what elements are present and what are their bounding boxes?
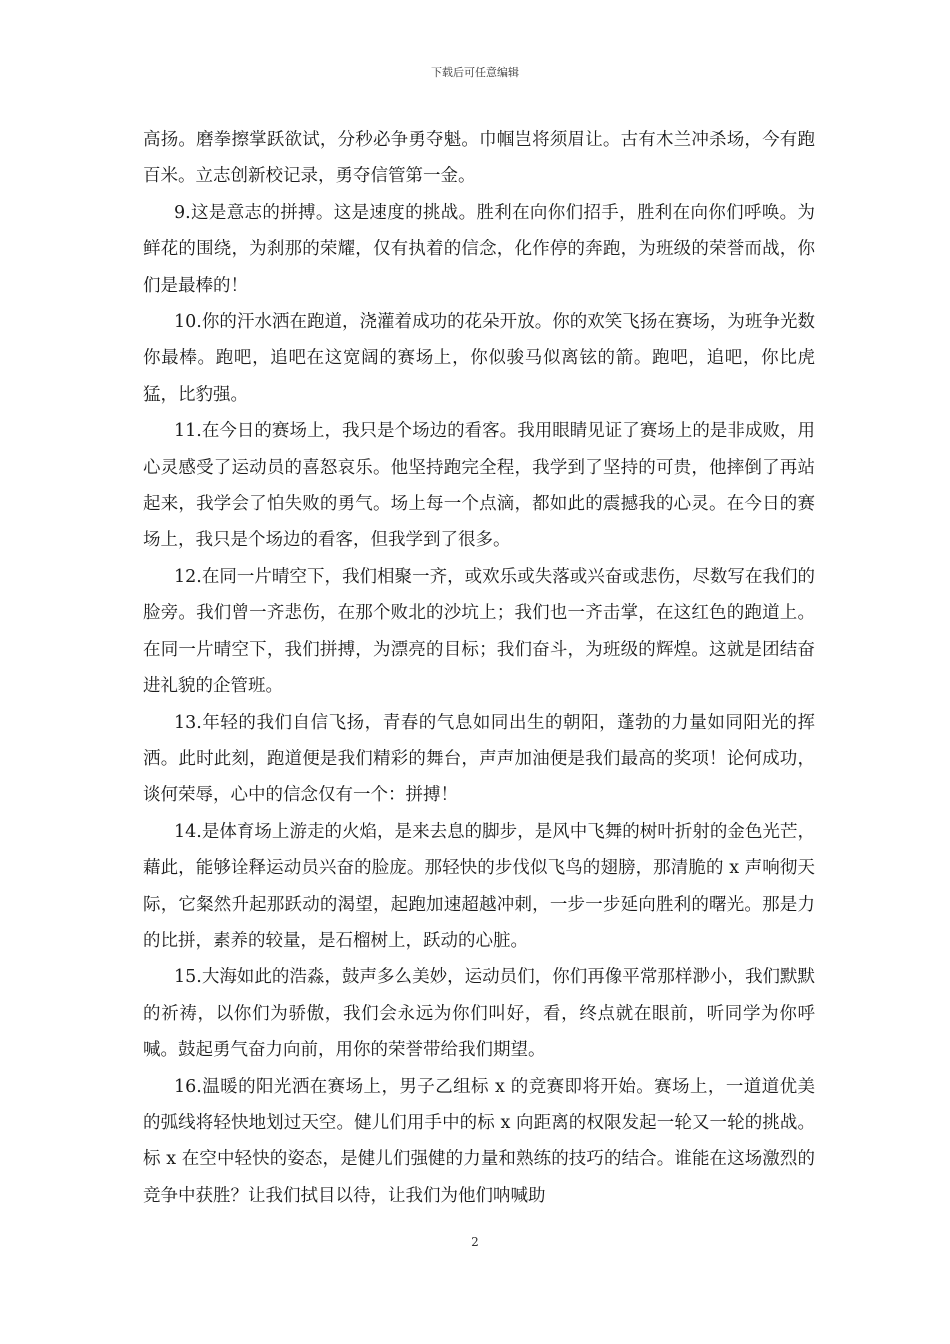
- paragraph: 13.年轻的我们自信飞扬，青春的气息如同出生的朝阳，蓬勃的力量如同阳光的挥洒。此时此刻，跑道便是我们精彩的舞台，声声加油便是我们最高的奖项！论何成功，谈何荣辱，心中的信念仅有一个：拼搏！: [143, 712, 815, 806]
- paragraph: 9.这是意志的拼搏。这是速度的挑战。胜利在向你们招手，胜利在向你们呼唤。为鲜花的围绕，为刹那的荣耀，仅有执着的信念，化作停的奔跑，为班级的荣誉而战，你们是最棒的！: [143, 202, 815, 296]
- page-number: 2: [471, 1235, 479, 1249]
- paragraph: 16.温暖的阳光洒在赛场上，男子乙组标 x 的竞赛即将开始。赛场上，一道道优美的弧线将轻快地划过天空。健儿们用手中的标 x 向距离的权限发起一轮又一轮的挑战。标 x 在空中轻快的姿态，是健儿们强健的力量和熟练的技巧的结合。谁能在这场激烈的竞争中获胜？让我们拭目以待，让我们为他们呐喊助: [143, 1076, 815, 1206]
- page-header: 下载后可任意编辑: [431, 66, 519, 79]
- paragraph: 14.是体育场上游走的火焰，是来去息的脚步，是风中飞舞的树叶折射的金色光芒，藉此，能够诠释运动员兴奋的脸庞。那轻快的步伐似飞鸟的翅膀，那清脆的 x 声响彻天际，它粲然升起那跃动的渴望，起跑加速超越冲刺，一步一步延向胜利的曙光。那是力的比拼，素养的较量，是石榴树上，跃动的心脏。: [143, 821, 815, 951]
- paragraph: 12.在同一片晴空下，我们相聚一齐，或欢乐或失落或兴奋或悲伤，尽数写在我们的脸旁。我们曾一齐悲伤，在那个败北的沙坑上；我们也一齐击掌，在这红色的跑道上。在同一片晴空下，我们拼搏，为漂亮的目标；我们奋斗，为班级的辉煌。这就是团结奋进礼貌的企管班。: [143, 566, 815, 697]
- paragraph: 高扬。磨拳擦掌跃欲试，分秒必争勇夺魁。巾帼岂将须眉让。古有木兰冲杀场，今有跑百米。立志创新校记录，勇夺信管第一金。: [143, 130, 815, 187]
- document-body: [143, 122, 815, 1214]
- paragraph: 10.你的汗水洒在跑道，浇灌着成功的花朵开放。你的欢笑飞扬在赛场，为班争光数你最棒。跑吧，追吧在这宽阔的赛场上，你似骏马似离铉的箭。跑吧，追吧，你比虎猛，比豹强。: [143, 312, 815, 405]
- paragraph: 11.在今日的赛场上，我只是个场边的看客。我用眼睛见证了赛场上的是非成败，用心灵感受了运动员的喜怒哀乐。他坚持跑完全程，我学到了坚持的可贵，他摔倒了再站起来，我学会了怕失败的勇气。场上每一个点滴，都如此的震撼我的心灵。在今日的赛场上，我只是个场边的看客，但我学到了很多。: [143, 421, 815, 551]
- paragraph: 15.大海如此的浩淼，鼓声多么美妙，运动员们，你们再像平常那样渺小，我们默默的祈祷，以你们为骄傲，我们会永远为你们叫好，看，终点就在眼前，听同学为你呼喊。鼓起勇气奋力向前，用你的荣誉带给我们期望。: [143, 967, 815, 1061]
